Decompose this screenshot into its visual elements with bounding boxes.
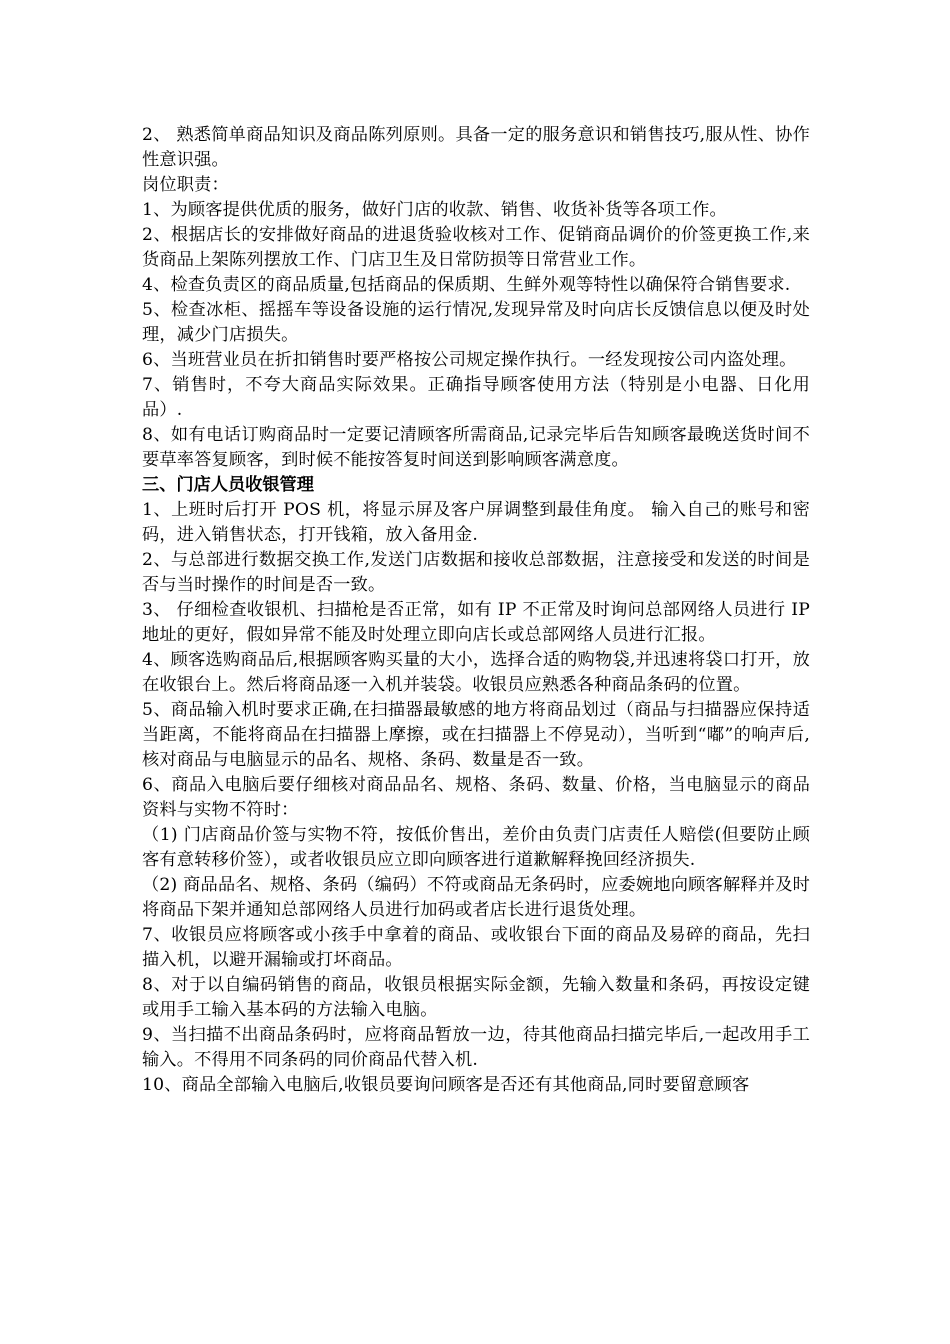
paragraph: 10、商品全部输入电脑后,收银员要询问顾客是否还有其他商品,同时要留意顾客: [142, 1075, 750, 1095]
paragraph: 8、如有电话订购商品时一定要记清顾客所需商品,记录完毕后告知顾客最晚送货时间不要草率答复顾客，到时候不能按答复时间送到影响顾客满意度。: [142, 425, 810, 470]
paragraph: （1) 门店商品价签与实物不符，按低价售出，差价由负责门店责任人赔偿(但要防止顾客有意转移价签），或者收银员应立即向顾客进行道歉解释挽回经济损失.: [142, 825, 810, 870]
document-body: [142, 123, 810, 1098]
paragraph: 4、顾客选购商品后,根据顾客购买量的大小，选择合适的购物袋,并迅速将袋口打开，放在收银台上。然后将商品逐一入机并装袋。收银员应熟悉各种商品条码的位置。: [142, 650, 810, 695]
paragraph: （2) 商品品名、规格、条码（编码）不符或商品无条码时，应委婉地向顾客解释并及时将商品下架并通知总部网络人员进行加码或者店长进行退货处理。: [142, 875, 810, 920]
paragraph: 2、根据店长的安排做好商品的进退货验收核对工作、促销商品调价的价签更换工作,来货商品上架陈列摆放工作、门店卫生及日常防损等日常营业工作。: [142, 225, 810, 270]
paragraph: 5、检查冰柜、摇摇车等设备设施的运行情况,发现异常及时向店长反馈信息以便及时处理，减少门店损失。: [142, 300, 810, 345]
paragraph: 4、检查负责区的商品质量,包括商品的保质期、生鲜外观等特性以确保符合销售要求.: [142, 275, 791, 295]
paragraph: 7、收银员应将顾客或小孩手中拿着的商品、或收银台下面的商品及易碎的商品，先扫描入机，以避开漏输或打坏商品。: [142, 925, 810, 970]
paragraph: 9、当扫描不出商品条码时，应将商品暂放一边，待其他商品扫描完毕后,一起改用手工输入。不得用不同条码的同价商品代替入机.: [142, 1025, 810, 1070]
paragraph: 1、上班时后打开 POS 机，将显示屏及客户屏调整到最佳角度。 输入自己的账号和密码，进入销售状态，打开钱箱，放入备用金.: [142, 500, 810, 545]
paragraph: 岗位职责：: [142, 175, 229, 195]
paragraph: 8、对于以自编码销售的商品，收银员根据实际金额，先输入数量和条码，再按设定键或用手工输入基本码的方法输入电脑。: [142, 975, 810, 1020]
paragraph: 3、 仔细检查收银机、扫描枪是否正常，如有 IP 不正常及时询问总部网络人员进行 IP 地址的更好，假如异常不能及时处理立即向店长或总部网络人员进行汇报。: [142, 600, 810, 645]
paragraph: 6、商品入电脑后要仔细核对商品品名、规格、条码、数量、价格，当电脑显示的商品资料与实物不符时：: [142, 775, 810, 820]
paragraph: 6、当班营业员在折扣销售时要严格按公司规定操作执行。一经发现按公司内盗处理。: [142, 350, 797, 370]
paragraph: 5、商品输入机时要求正确,在扫描器最敏感的地方将商品划过（商品与扫描器应保持适当距离，不能将商品在扫描器上摩擦，或在扫描器上不停晃动），当听到“嘟”的响声后,核对商品与电脑显示的品名、规格、条码、数量是否一致。: [142, 700, 810, 770]
paragraph: 2、 熟悉简单商品知识及商品陈列原则。具备一定的服务意识和销售技巧,服从性、协作性意识强。: [142, 125, 810, 170]
section-heading: 三、门店人员收银管理: [142, 475, 314, 495]
paragraph: 1、为顾客提供优质的服务，做好门店的收款、销售、收货补货等各项工作。: [142, 200, 727, 220]
paragraph: 7、销售时，不夸大商品实际效果。正确指导顾客使用方法（特别是小电器、日化用品）.: [142, 375, 810, 420]
paragraph: 2、与总部进行数据交换工作,发送门店数据和接收总部数据，注意接受和发送的时间是否与当时操作的时间是否一致。: [142, 550, 810, 595]
